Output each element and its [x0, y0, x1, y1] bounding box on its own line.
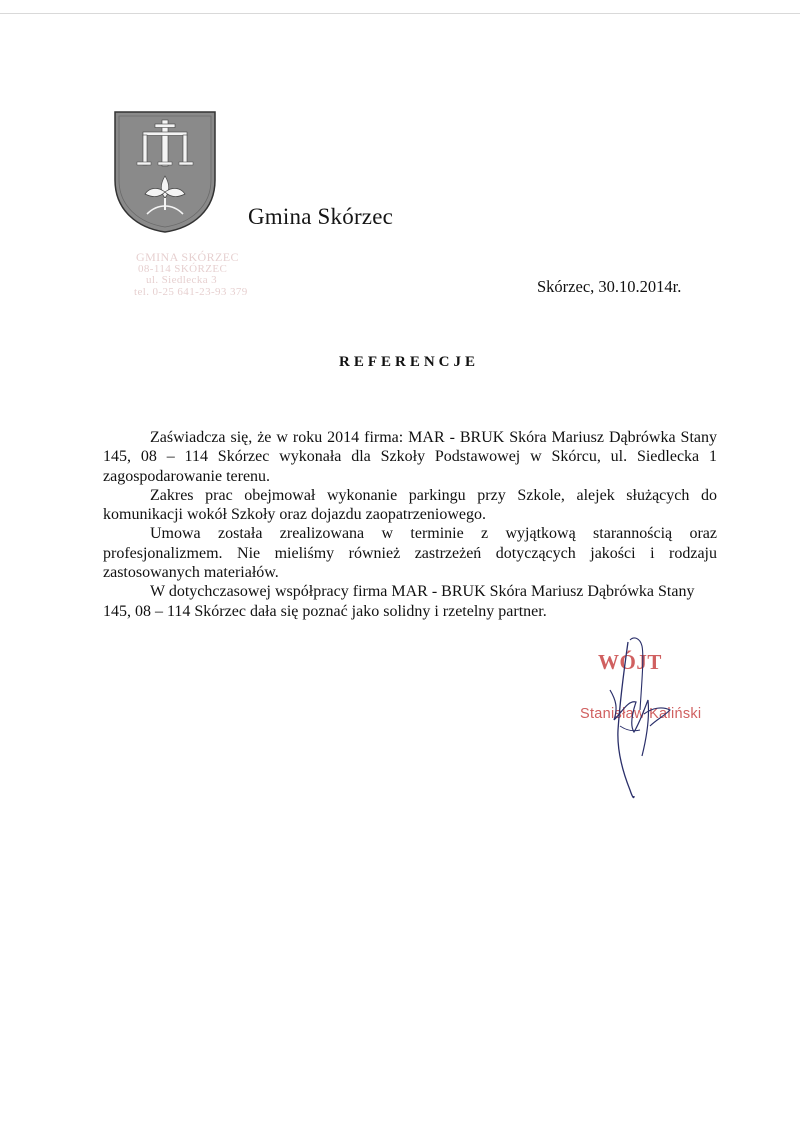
signatory-title: WÓJT: [598, 650, 662, 674]
paragraph: Zaświadcza się, że w roku 2014 firma: MAR - BRUK Skóra Mariusz Dąbrówka Stany 145, 08 – 114 Skórzec wykonała dla Szkoły Podstawowej w Skórcu, ul. Siedlecka 1 zagospodarowanie terenu.: [103, 429, 717, 485]
paragraph: Zakres prac obejmował wykonanie parkingu przy Szkole, alejek służących do komunikacji wokół Szkoły oraz dojazdu zaopatrzeniowego.: [103, 486, 717, 524]
paragraph: Umowa została zrealizowana w terminie z wyjątkową starannością oraz profesjonalizmem. Nie mieliśmy również zastrzeżeń dotyczących jakości i rodzaju zastosowanych materiałów.: [103, 525, 717, 582]
stamp-line: ul. Siedlecka 3: [146, 274, 218, 286]
place-date: Skórzec, 30.10.2014r.: [537, 277, 682, 296]
office-stamp: [124, 252, 274, 298]
document-title: REFERENCJE: [338, 354, 479, 370]
handwritten-signature-icon: [570, 630, 740, 810]
stamp-line: 08-114 SKÓRZEC: [138, 262, 228, 275]
letter-body: [103, 428, 717, 621]
stamp-line: tel. 0-25 641-23-93 379: [134, 285, 248, 298]
scan-edge: [0, 0, 800, 14]
coat-of-arms-icon: [113, 110, 217, 234]
stamp-line: GMINA SKÓRZEC: [136, 250, 239, 264]
paragraph: W dotychczasowej współpracy firma MAR - BRUK Skóra Mariusz Dąbrówka Stany 145, 08 – 114 Skórzec dała się poznać jako solidny i rzetelny partner.: [103, 583, 695, 620]
signature-block: [570, 630, 740, 810]
signatory-name: Stanisław Kaliński: [580, 706, 702, 722]
municipality-name: Gmina Skórzec: [248, 204, 394, 229]
